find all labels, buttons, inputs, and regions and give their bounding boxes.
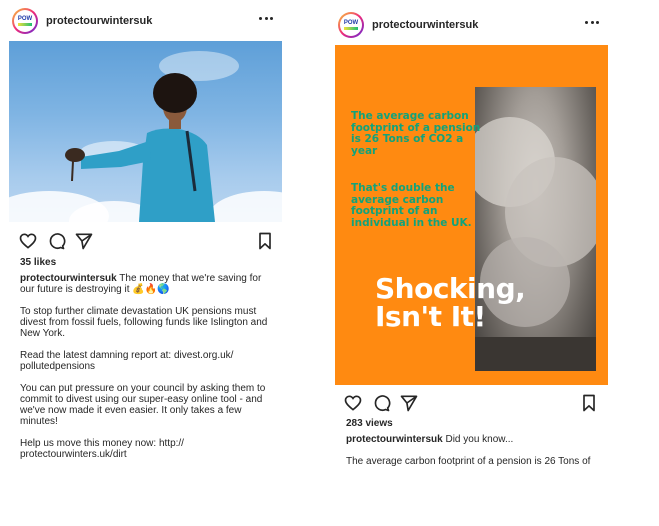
more-options-icon[interactable] [585, 21, 599, 25]
graphic-text-2: That's double the average carbon footprint of an individual in the UK. [351, 182, 472, 229]
heart-icon[interactable] [18, 231, 38, 251]
avatar[interactable] [12, 8, 38, 34]
bookmark-icon[interactable] [579, 393, 599, 413]
avatar-logo-text: POW [343, 20, 359, 26]
graphic-headline-line-1: Shocking, [375, 272, 526, 305]
caption-paragraph: Read the latest damning report at: divest.org.uk/ pollutedpensions [20, 350, 234, 372]
action-bar [334, 393, 609, 415]
caption-paragraph: You can put pressure on your council by asking them to commit to divest using our super-easy online tool - and we've now made it even easier. It only takes a few minutes! [20, 383, 266, 427]
caption-paragraph: Help us move this money now: http:// protectourwinters.uk/dirt [20, 438, 184, 460]
graphic-headline [375, 272, 605, 333]
action-bar [8, 231, 283, 253]
caption-paragraph: To stop further climate devastation UK pensions must divest from fossil fuels, following funds like Islington and New York. [20, 306, 268, 339]
graphic-headline-line-2: Isn't It! [375, 300, 486, 333]
username[interactable]: protectourwintersuk [372, 19, 479, 31]
post-caption [346, 434, 604, 470]
likes-count[interactable]: 35 likes [20, 257, 57, 268]
post-caption [20, 273, 278, 471]
instagram-post-left [8, 0, 283, 526]
caption-text: The money that we're saving for our future is destroying it 💰🔥🌎 [20, 273, 262, 295]
comment-icon[interactable] [371, 393, 391, 413]
share-icon[interactable] [399, 393, 419, 413]
username[interactable]: protectourwintersuk [46, 15, 153, 27]
avatar[interactable] [338, 12, 364, 38]
caption-paragraph: The average carbon footprint of a pension is 26 Tons of [346, 456, 591, 467]
instagram-post-right [334, 0, 609, 526]
graphic-text-1: The average carbon footprint of a pension is 26 Tons of CO2 a year [351, 110, 481, 157]
bookmark-icon[interactable] [255, 231, 275, 251]
share-icon[interactable] [74, 231, 94, 251]
more-options-icon[interactable] [259, 17, 273, 21]
caption-username[interactable]: protectourwintersuk [20, 273, 117, 284]
avatar-logo-text: POW [17, 16, 33, 22]
post-photo[interactable] [9, 41, 282, 222]
post-header [8, 8, 283, 38]
caption-text: Did you know... [445, 434, 514, 445]
post-graphic[interactable] [335, 45, 608, 385]
views-count[interactable]: 283 views [346, 418, 393, 429]
post-header [334, 12, 609, 42]
caption-username[interactable]: protectourwintersuk [346, 434, 443, 445]
heart-icon[interactable] [343, 393, 363, 413]
comment-icon[interactable] [46, 231, 66, 251]
